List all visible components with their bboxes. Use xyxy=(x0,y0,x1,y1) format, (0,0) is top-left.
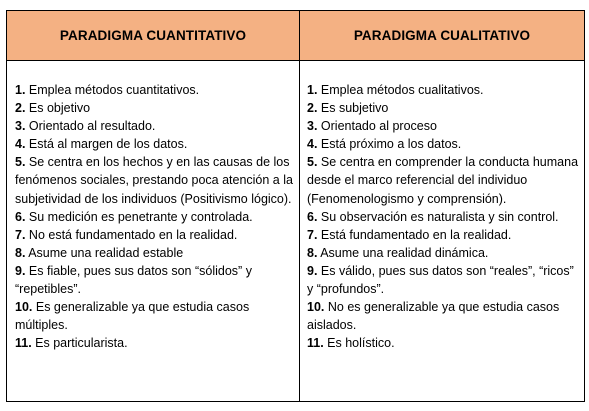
list-item: 8. Asume una realidad dinámica. xyxy=(307,245,489,260)
list-item: 7. No está fundamentado en la realidad. xyxy=(15,227,238,242)
cuantitativo-list xyxy=(15,81,293,352)
cualitativo-list xyxy=(307,81,579,352)
list-item: 1. Emplea métodos cuantitativos. xyxy=(15,83,200,97)
list-item: 9. Es fiable, pues sus datos son “sólidos” y “repetibles”. xyxy=(15,263,252,297)
list-item: 2. Es subjetivo xyxy=(307,101,389,116)
header-row xyxy=(7,11,584,61)
list-item: 5. Se centra en comprender la conducta humana desde el marco referencial del individuo (Fenomenologismo y comprensión). xyxy=(307,155,579,206)
list-item: 10. No es generalizable ya que estudia casos aislados. xyxy=(307,300,560,333)
list-item: 11. Es particularista. xyxy=(15,336,128,351)
list-item: 7. Está fundamentado en la realidad. xyxy=(307,227,512,242)
list-item: 6. Su medición es penetrante y controlada. xyxy=(15,209,253,224)
list-item: 6. Su observación es naturalista y sin control. xyxy=(307,209,559,224)
header-cualitativo: PARADIGMA CUALITATIVO xyxy=(353,28,531,43)
comparison-table xyxy=(6,10,585,402)
list-item: 1. Emplea métodos cualitativos. xyxy=(307,83,484,97)
list-item: 11. Es holístico. xyxy=(307,336,395,351)
list-item: 4. Está al margen de los datos. xyxy=(15,137,188,152)
header-cuantitativo: PARADIGMA CUANTITATIVO xyxy=(59,28,247,43)
list-item: 3. Orientado al proceso xyxy=(307,119,437,134)
list-item: 3. Orientado al resultado. xyxy=(15,119,156,134)
list-item: 9. Es válido, pues sus datos son “reales”, “ricos” y “profundos”. xyxy=(307,263,574,297)
list-item: 8. Asume una realidad estable xyxy=(15,245,184,260)
list-item: 10. Es generalizable ya que estudia casos múltiples. xyxy=(15,300,250,333)
list-item: 4. Está próximo a los datos. xyxy=(307,137,462,152)
list-item: 5. Se centra en los hechos y en las causas de los fenómenos sociales, prestando poca atención a la subjetividad de los individuos (Positivismo lógico). xyxy=(15,155,293,206)
column-divider xyxy=(299,11,300,401)
list-item: 2. Es objetivo xyxy=(15,101,91,116)
